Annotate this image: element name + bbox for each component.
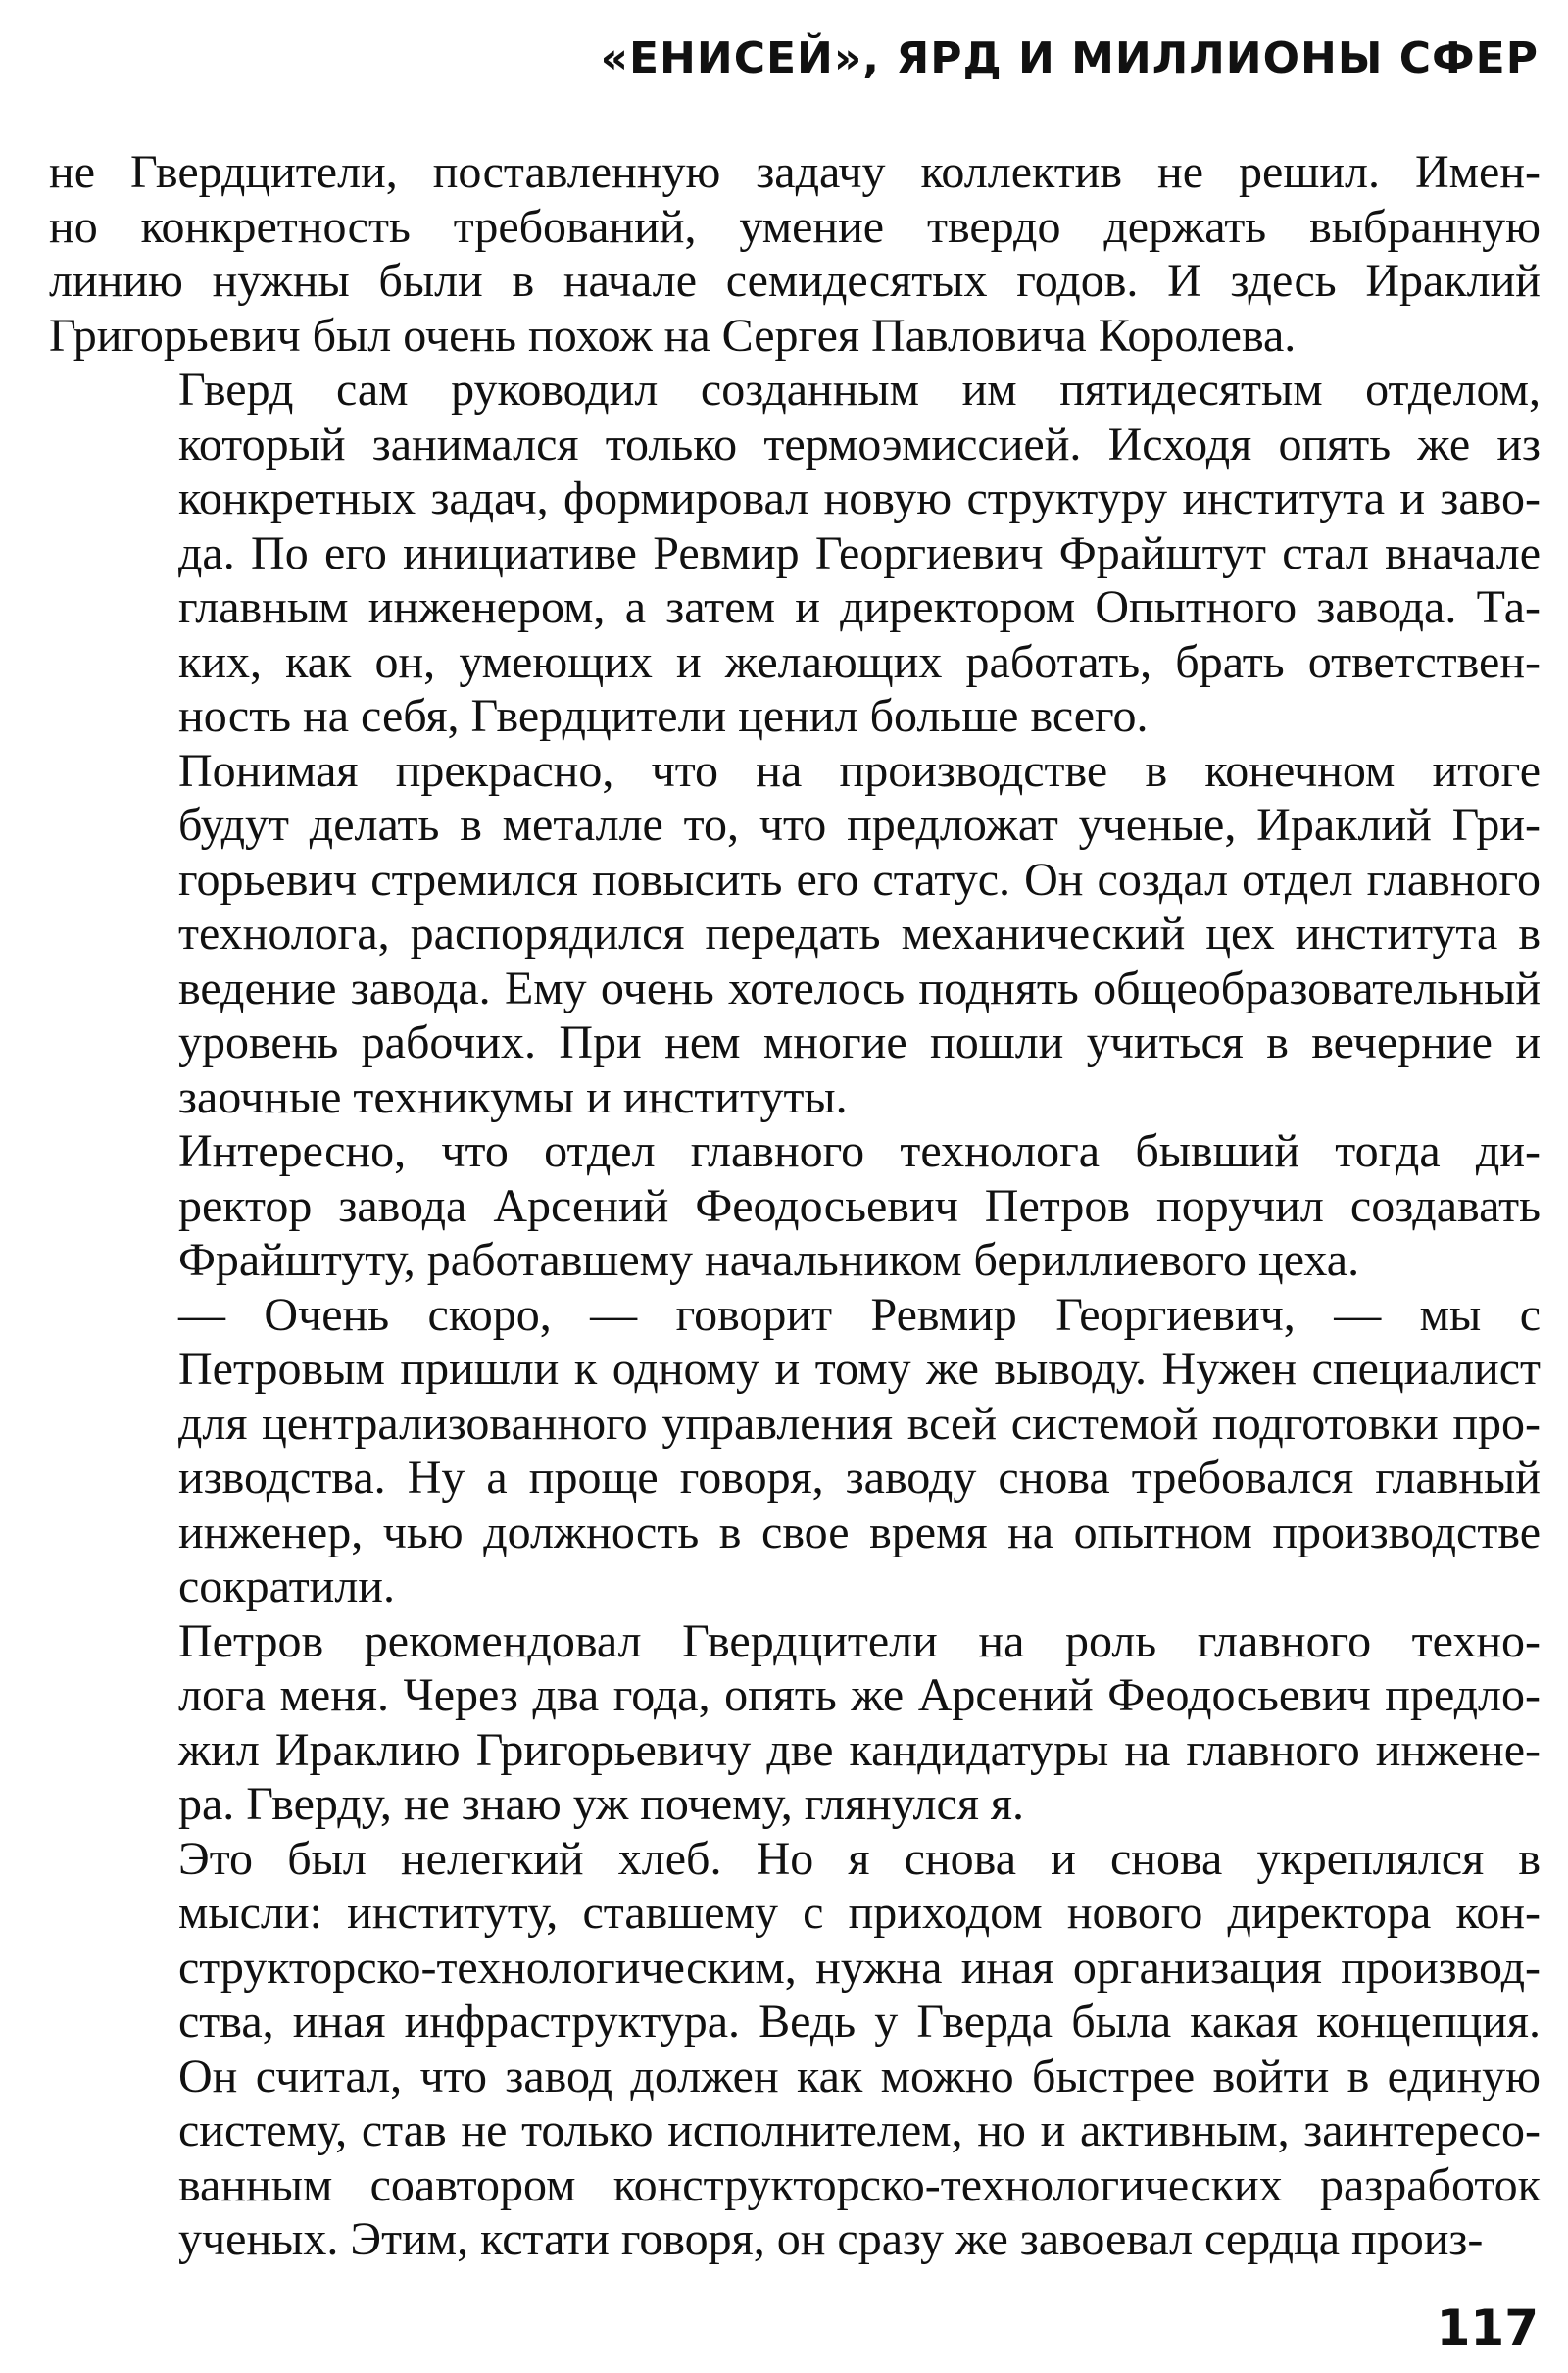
text-line: но конкретность требований, умение твердо держать выбранную	[49, 200, 1541, 253]
text-line: линию нужны были в начале семидесятых годов. И здесь Ираклий	[49, 255, 1541, 307]
text-line: Интересно, что отдел главного технолога бывший тогда ди-	[178, 1125, 1541, 1177]
text-line: главным инженером, а затем и директором Опытного завода. Та-	[178, 581, 1541, 633]
text-line: ведение завода. Ему очень хотелось поднять общеобразовательный	[178, 962, 1541, 1014]
paragraph	[49, 1124, 1541, 1288]
text-line: будут делать в металле то, что предложат ученые, Ираклий Гри-	[178, 799, 1541, 851]
text-line: который занимался только термоэмиссией. Исходя опять же из	[178, 418, 1541, 470]
paragraph	[49, 145, 1541, 363]
text-line: сократили.	[178, 1560, 395, 1612]
text-line: заочные техникумы и институты.	[178, 1070, 848, 1123]
text-line: Понимая прекрасно, что на производстве в конечном итоге	[178, 744, 1541, 797]
paragraph	[49, 363, 1541, 744]
text-line: технолога, распорядился передать механический цех института в	[178, 908, 1541, 960]
text-line: горьевич стремился повысить его статус. Он создал отдел главного	[178, 853, 1541, 906]
paragraph	[49, 744, 1541, 1125]
text-line: Григорьевич был очень похож на Сергея Павловича Королева.	[49, 309, 1297, 362]
text-line: инженер, чью должность в свое время на опытном производстве	[178, 1506, 1541, 1558]
text-line: ра. Гверду, не знаю уж почему, глянулся я.	[178, 1778, 1024, 1830]
text-line: — Очень скоро, — говорит Ревмир Георгиевич, — мы с	[178, 1288, 1541, 1341]
text-line: изводства. Ну а проще говоря, заводу снова требовался главный	[178, 1452, 1541, 1504]
text-line: структорско-технологическим, нужна иная организация производ-	[178, 1941, 1541, 1994]
text-line: мысли: институту, ставшему с приходом нового директора кон-	[178, 1887, 1541, 1939]
text-line: ректор завода Арсений Феодосьевич Петров поручил создавать	[178, 1179, 1541, 1232]
text-line: Он считал, что завод должен как можно быстрее войти в единую	[178, 2050, 1541, 2102]
text-line: ких, как он, умеющих и желающих работать, брать ответствен-	[178, 635, 1541, 688]
text-line: Это был нелегкий хлеб. Но я снова и снова укреплялся в	[178, 1832, 1541, 1885]
text-line: да. По его инициативе Ревмир Георгиевич Фрайштут стал вначале	[178, 526, 1541, 579]
text-line: систему, став не только исполнителем, но и активным, заинтересо-	[178, 2104, 1541, 2156]
text-line: ученых. Этим, кстати говоря, он сразу же завоевал сердца произ-	[178, 2213, 1484, 2265]
text-line: для централизованного управления всей системой подготовки про-	[178, 1397, 1541, 1450]
paragraph	[49, 1614, 1541, 1832]
text-line: ства, иная инфраструктура. Ведь у Гверда была какая концепция.	[178, 1996, 1541, 2048]
text-line: Гверд сам руководил созданным им пятидесятым отделом,	[178, 364, 1541, 416]
text-line: Фрайштуту, работавшему начальником бериллиевого цеха.	[178, 1234, 1360, 1286]
text-line: Петровым пришли к одному и тому же выводу. Нужен специалист	[178, 1343, 1541, 1395]
text-line: не Гвердцители, поставленную задачу коллектив не решил. Имен-	[49, 146, 1541, 198]
text-line: ванным соавтором конструкторско-технологических разработок	[178, 2158, 1541, 2211]
page-number: 117	[1436, 2299, 1539, 2356]
paragraph	[49, 1832, 1541, 2267]
text-line: Петров рекомендовал Гвердцители на роль главного техно-	[178, 1614, 1541, 1667]
paragraph	[49, 1288, 1541, 1614]
running-header: «ЕНИСЕЙ», ЯРД И МИЛЛИОНЫ СФЕР	[600, 33, 1539, 83]
body-text	[49, 145, 1541, 2267]
text-line: уровень рабочих. При нем многие пошли учиться в вечерние и	[178, 1016, 1541, 1068]
text-line: конкретных задач, формировал новую структуру института и заво-	[178, 472, 1541, 524]
text-line: лога меня. Через два года, опять же Арсений Феодосьевич предло-	[178, 1669, 1541, 1721]
text-line: жил Ираклию Григорьевичу две кандидатуры на главного инжене-	[178, 1723, 1541, 1776]
text-line: ность на себя, Гвердцители ценил больше всего.	[178, 690, 1149, 742]
